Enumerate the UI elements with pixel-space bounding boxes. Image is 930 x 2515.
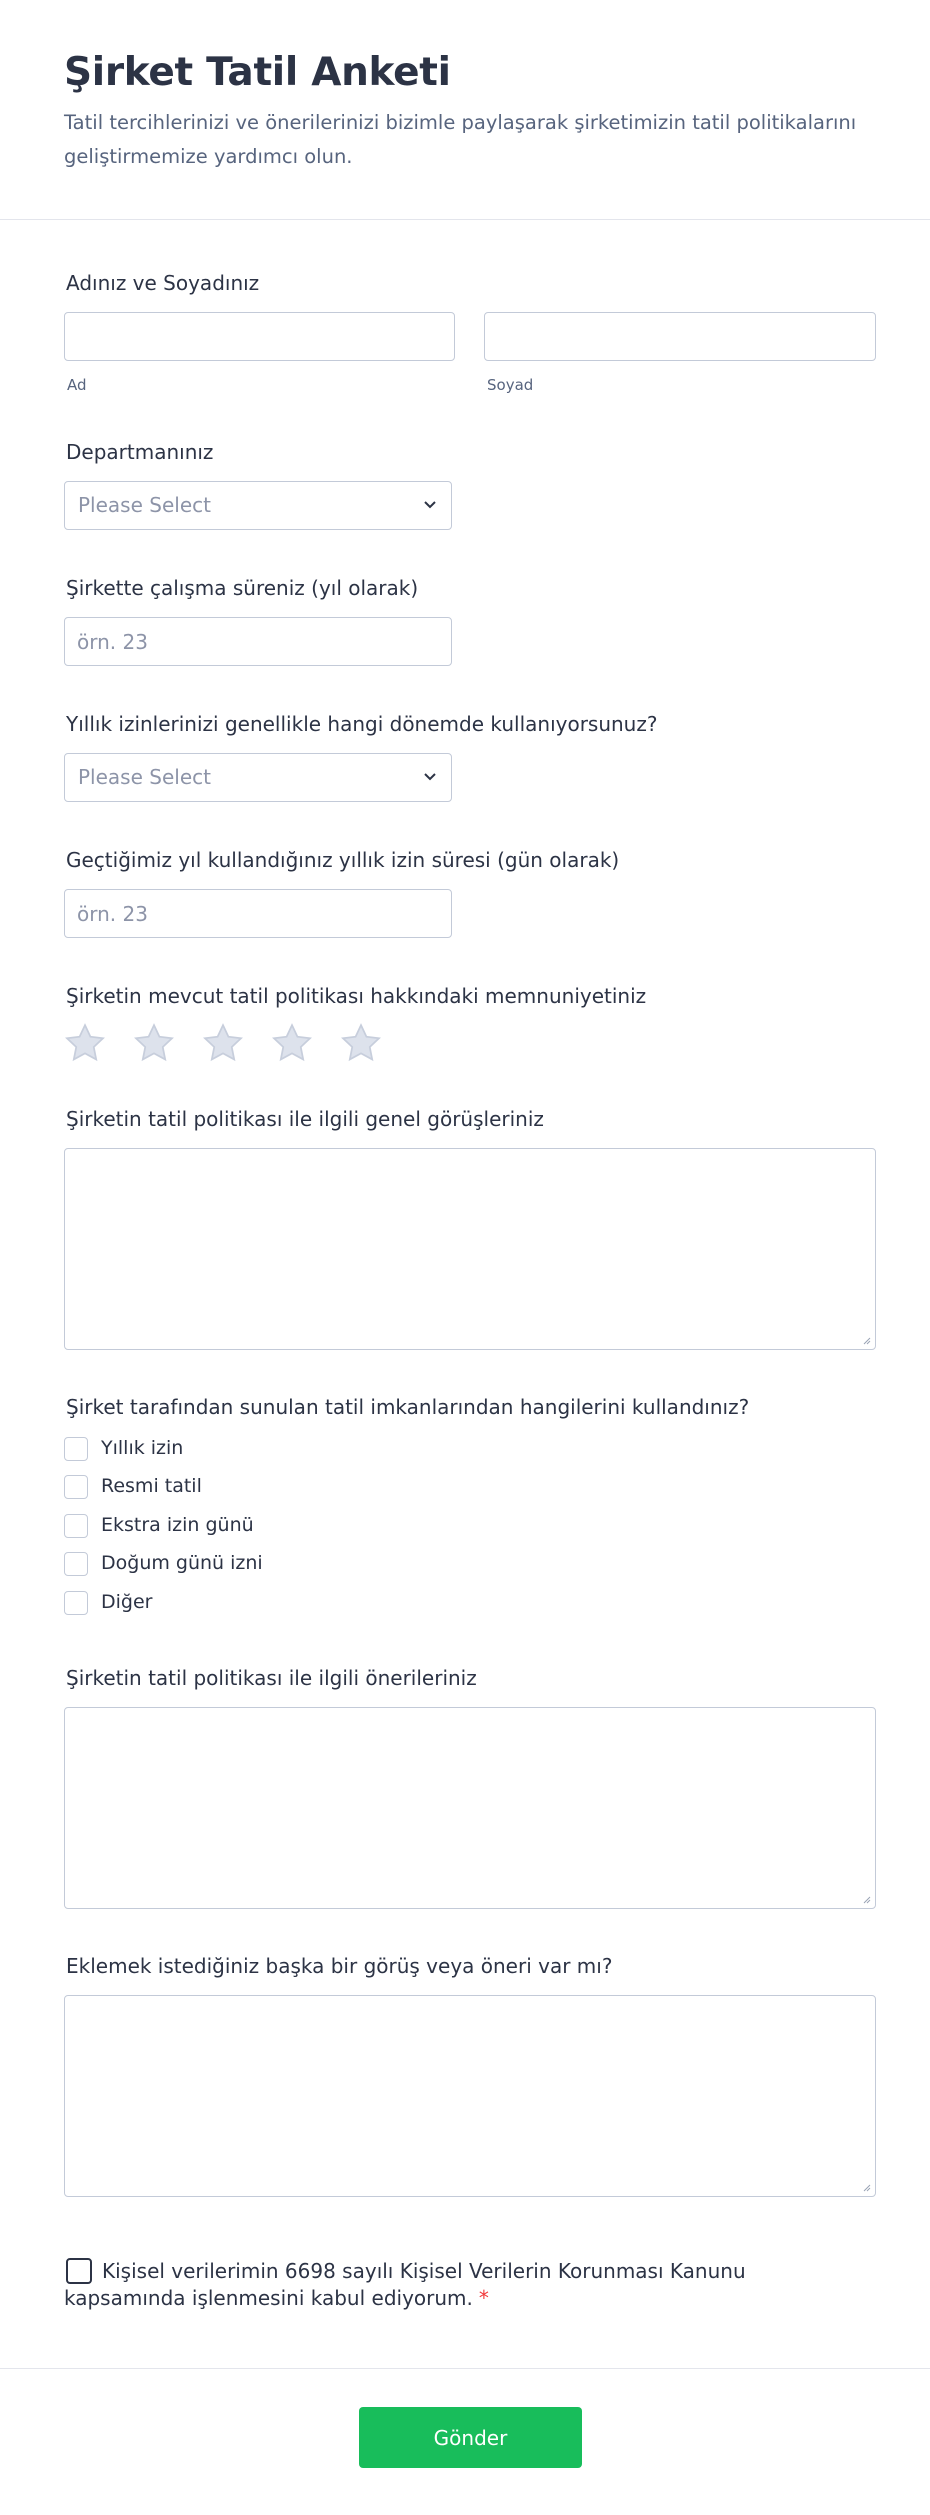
suggestions-label: Şirketin tatil politikası ile ilgili önerileriniz — [66, 1666, 477, 1690]
leave-days-label: Geçtiğimiz yıl kullandığınız yıllık izin süresi (gün olarak) — [66, 848, 620, 872]
form-title: Şirket Tatil Anketi — [64, 50, 451, 95]
star-icon[interactable] — [64, 1022, 106, 1064]
form-header — [0, 0, 930, 220]
first-name-input[interactable] — [64, 312, 455, 361]
leave-period-select[interactable] — [64, 753, 452, 802]
checkbox[interactable] — [64, 1591, 88, 1615]
other-textarea[interactable] — [64, 1995, 876, 2197]
checkbox[interactable] — [64, 1552, 88, 1576]
checkbox[interactable] — [64, 1514, 88, 1538]
department-select[interactable] — [64, 481, 452, 530]
leave-period-label: Yıllık izinlerinizi genellikle hangi dönemde kullanıyorsunuz? — [66, 712, 658, 736]
leave-period-placeholder: Please Select — [78, 765, 211, 789]
checkbox[interactable] — [64, 1475, 88, 1499]
benefits-label: Şirket tarafından sunulan tatil imkanlarından hangilerini kullandınız? — [66, 1395, 750, 1419]
resize-grip-icon[interactable] — [861, 2182, 871, 2192]
last-name-input[interactable] — [484, 312, 876, 361]
consent-text: Kişisel verilerimin 6698 sayılı Kişisel Verilerin Korunması Kanunu kapsamında işlenmesini kabul ediyorum. — [64, 2259, 746, 2310]
star-icon[interactable] — [340, 1022, 382, 1064]
benefit-option-label: Diğer — [101, 1591, 153, 1613]
chevron-down-icon — [423, 500, 437, 510]
required-asterisk: * — [478, 2286, 489, 2310]
star-icon[interactable] — [202, 1022, 244, 1064]
resize-grip-icon[interactable] — [861, 1335, 871, 1345]
benefit-option-label: Ekstra izin günü — [101, 1514, 254, 1536]
name-label: Adınız ve Soyadınız — [66, 271, 260, 295]
other-label: Eklemek istediğiniz başka bir görüş veya öneri var mı? — [66, 1954, 613, 1978]
suggestions-textarea[interactable] — [64, 1707, 876, 1909]
department-label: Departmanınız — [66, 440, 214, 464]
chevron-down-icon — [423, 772, 437, 782]
leave-days-input[interactable] — [64, 889, 452, 938]
form-footer — [0, 2368, 930, 2515]
benefit-option-label: Doğum günü izni — [101, 1552, 263, 1574]
opinions-textarea[interactable] — [64, 1148, 876, 1350]
submit-button[interactable]: Gönder — [359, 2407, 582, 2468]
satisfaction-label: Şirketin mevcut tatil politikası hakkındaki memnuniyetiniz — [66, 984, 647, 1008]
first-name-sublabel: Ad — [67, 376, 87, 394]
checkbox[interactable] — [64, 1437, 88, 1461]
opinions-label: Şirketin tatil politikası ile ilgili genel görüşleriniz — [66, 1107, 544, 1131]
tenure-label: Şirkette çalışma süreniz (yıl olarak) — [66, 576, 419, 600]
last-name-sublabel: Soyad — [487, 376, 534, 394]
tenure-input[interactable] — [64, 617, 452, 666]
benefit-option-label: Yıllık izin — [101, 1437, 184, 1459]
department-placeholder: Please Select — [78, 493, 211, 517]
consent-label — [64, 2258, 764, 2312]
form-subtitle: Tatil tercihlerinizi ve önerilerinizi bizimle paylaşarak şirketimizin tatil politikalarını geliştirmemize yardımcı olun. — [64, 111, 857, 168]
star-icon[interactable] — [271, 1022, 313, 1064]
benefit-option-label: Resmi tatil — [101, 1475, 202, 1497]
resize-grip-icon[interactable] — [861, 1894, 871, 1904]
star-icon[interactable] — [133, 1022, 175, 1064]
